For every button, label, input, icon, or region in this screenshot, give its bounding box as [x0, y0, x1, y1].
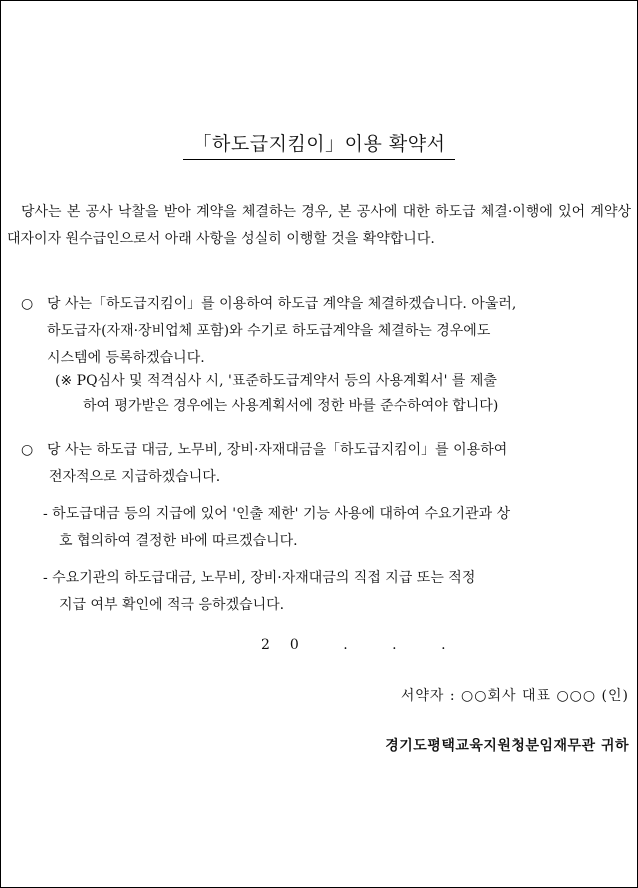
item-2-bullet-icon: ○: [21, 442, 34, 458]
document-title: [1, 129, 637, 160]
item-1-note-line-2: 하여 평가받은 경우에는 사용계획서에 정한 바를 준수하여야 합니다): [83, 398, 499, 414]
item-1-line-3: 시스템에 등록하겠습니다.: [47, 350, 205, 366]
item-1-line-2: 하도급자(자재·장비업체 포함)와 수기로 하도급계약을 체결하는 경우에도: [47, 323, 491, 339]
addressee-line: 경기도평택교육지원청분임재무관 귀하: [385, 738, 629, 754]
item-1-line-1: 당 사는「하도급지킴이」를 이용하여 하도급 계약을 체결하겠습니다. 아울러,: [47, 296, 517, 312]
item-1-text: [47, 291, 633, 372]
item-1-bullet-icon: ○: [21, 296, 34, 312]
item-2-subitem-1: [43, 501, 633, 555]
item-2-line-2: 전자적으로 지급하겠습니다.: [49, 469, 221, 485]
item-1-note-line-1: (※ PQ심사 및 적격심사 시, '표준하도급계약서 등의 사용계획서' 를 제출: [55, 373, 497, 389]
subitem-2-line-2: 지급 여부 확인에 적극 응하겠습니다.: [59, 597, 285, 613]
document-title-text: 「하도급지킴이」이용 확약서: [183, 129, 456, 160]
item-2-line-1: 당 사는 하도급 대금, 노무비, 장비·자재대금을「하도급지킴이」를 이용하여: [47, 442, 508, 458]
item-1-note: [55, 369, 633, 419]
item-2-subitem-2: [43, 565, 633, 619]
date-field: 20 . . .: [261, 637, 466, 653]
subitem-1-line-1: - 하도급대금 등의 지급에 있어 '인출 제한' 기능 사용에 대하여 수요기관과 상: [43, 506, 511, 522]
item-2-text: [47, 437, 633, 491]
subitem-1-line-2: 호 협의하여 결정한 바에 따르겠습니다.: [59, 533, 298, 549]
intro-paragraph: 당사는 본 공사 낙찰을 받아 계약을 체결하는 경우, 본 공사에 대한 하도급 체결·이행에 있어 계약상대자이자 원수급인으로서 아래 사항을 성실히 이행할 것을 확약합니다.: [7, 204, 631, 247]
subitem-2-line-1: - 수요기관의 하도급대금, 노무비, 장비·자재대금의 직접 지급 또는 적정: [43, 570, 476, 586]
signature-line: 서약자 : ○○회사 대표 ○○○ (인): [400, 688, 629, 704]
